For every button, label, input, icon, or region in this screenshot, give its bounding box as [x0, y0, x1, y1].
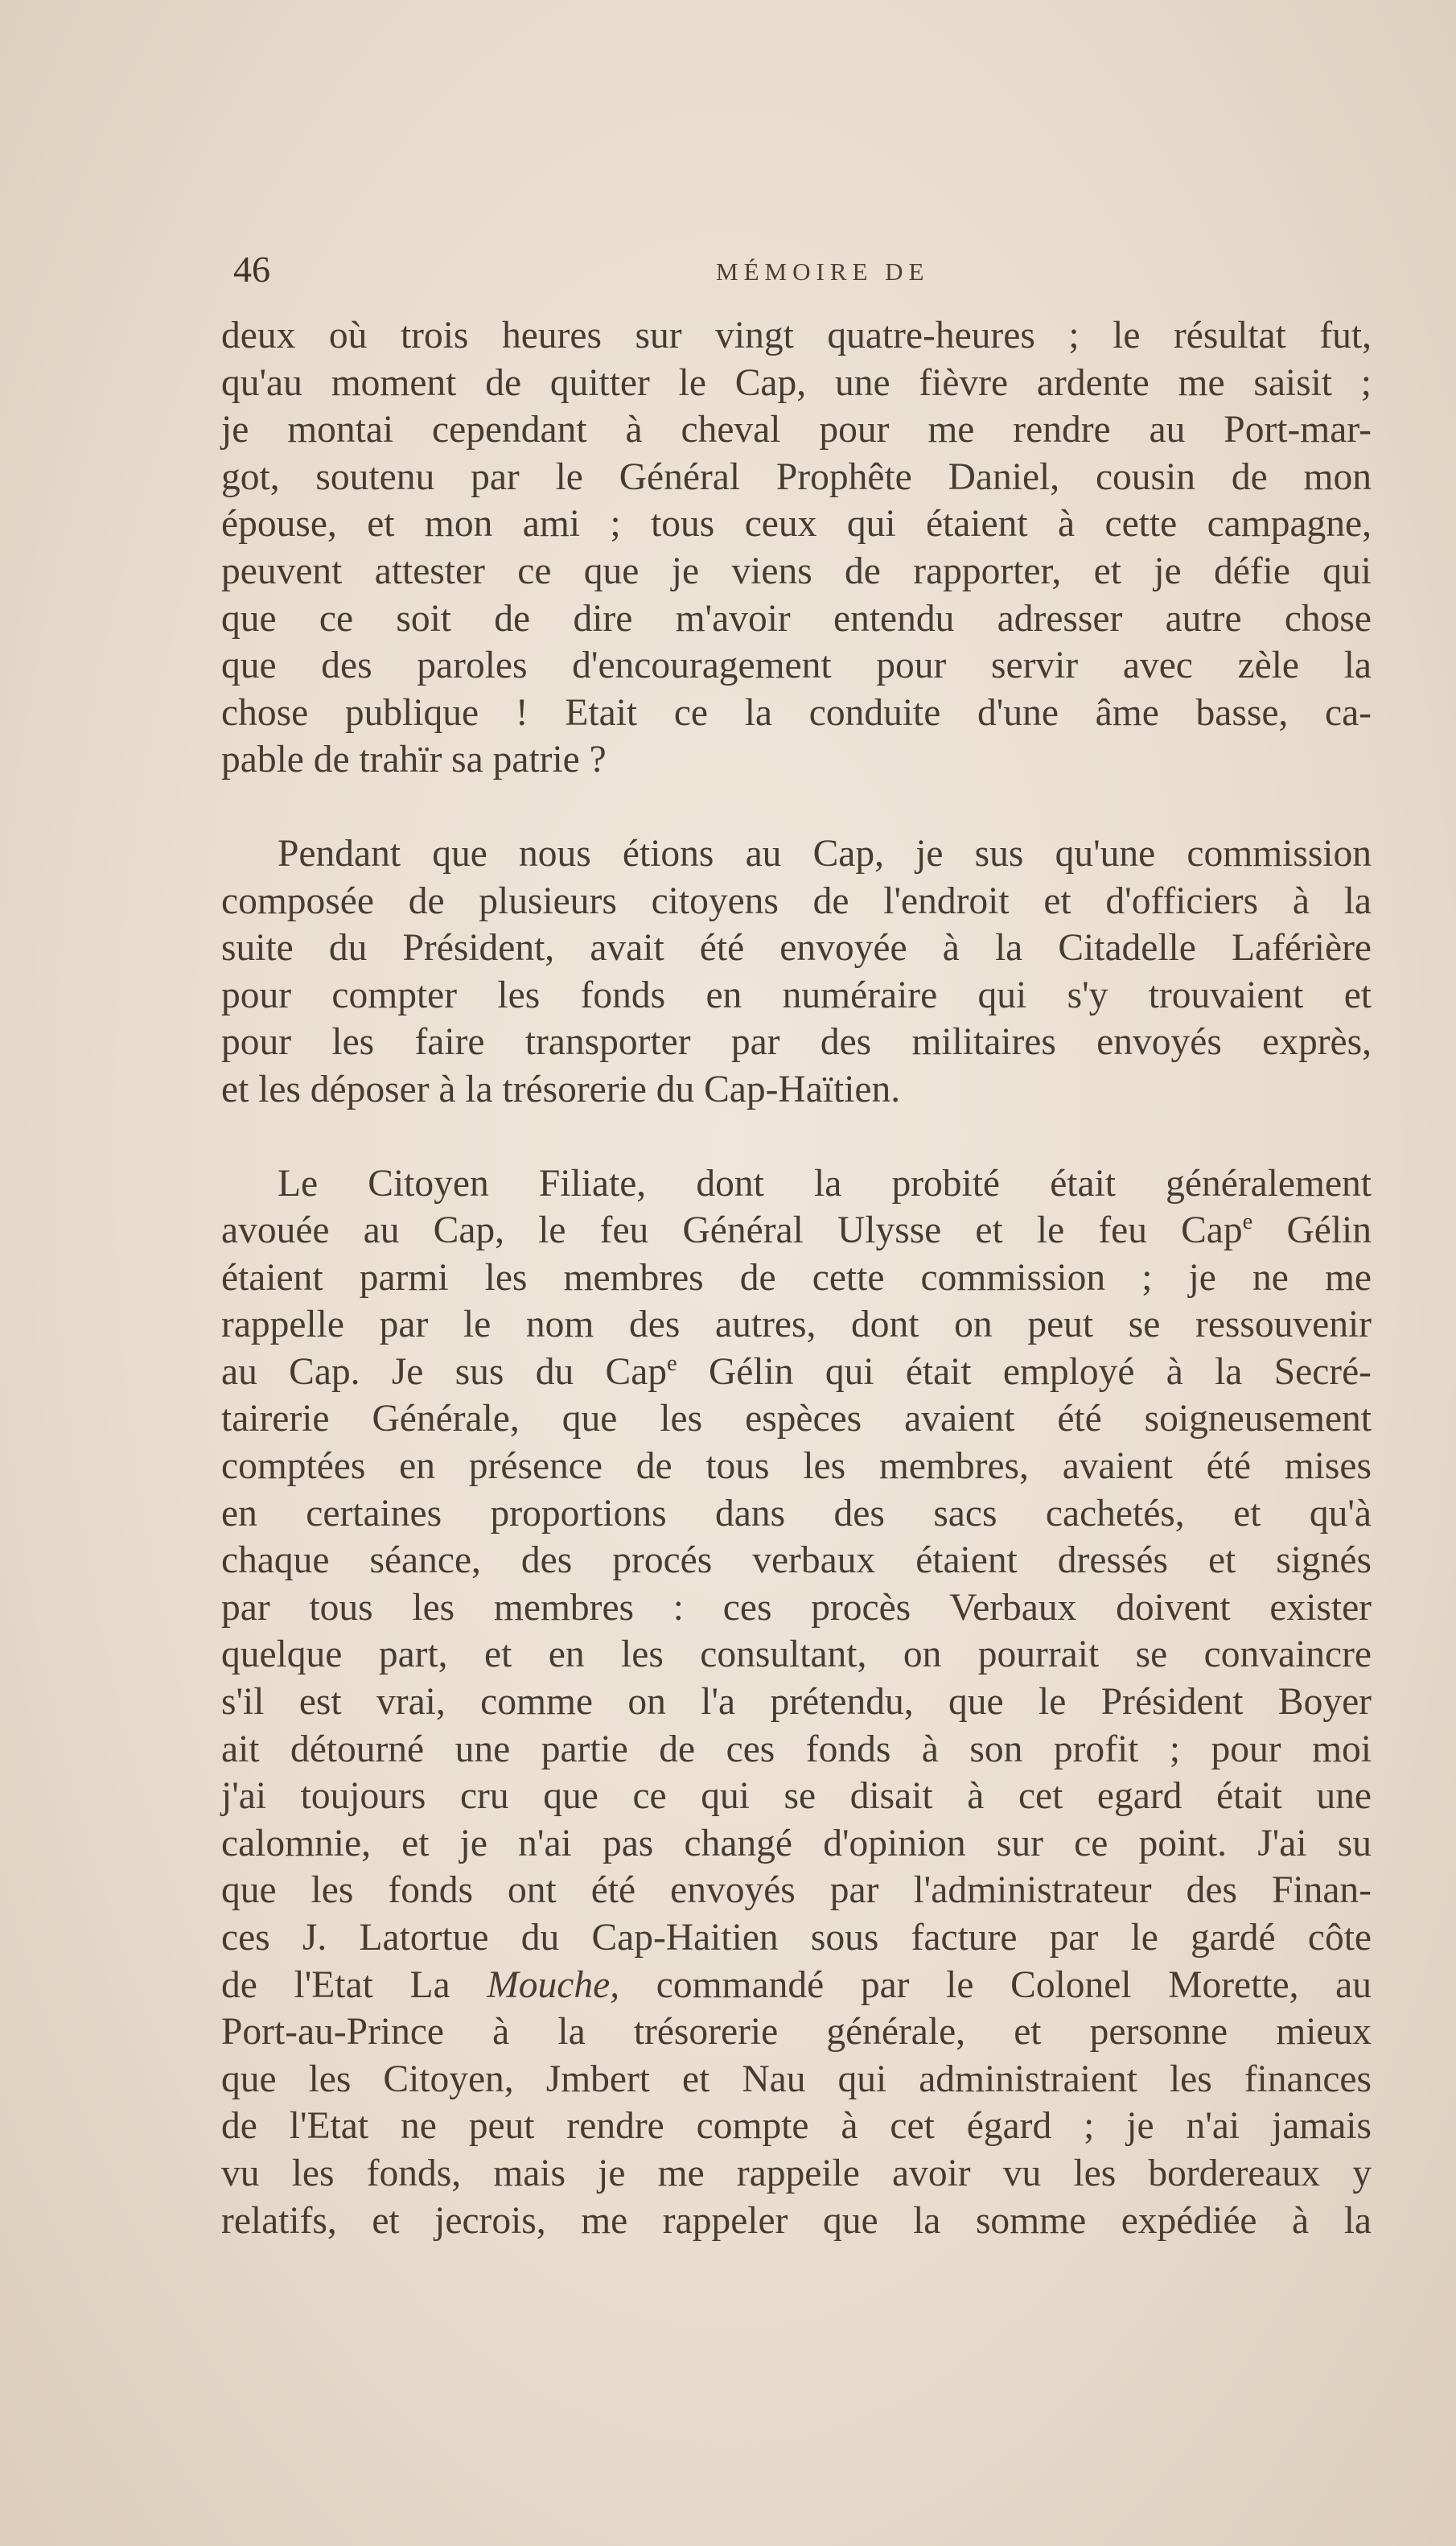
text-line: pour compter les fonds en numéraire qui s'y trouvaient et [221, 974, 1372, 1016]
body-text [221, 312, 1372, 2244]
text-line [221, 1207, 1372, 1254]
text-line: Le Citoyen Filiate, dont la probité était généralement [278, 1162, 1372, 1205]
paragraph-gap [221, 784, 1372, 830]
text-line: ces J. Latortue du Cap-Haitien sous facture par le gardé côte [221, 1917, 1372, 1959]
text-line: suite du Président, avait été envoyée à la Citadelle Laférière [221, 927, 1372, 970]
superscript: e [1242, 1209, 1253, 1235]
text-line: qu'au moment de quitter le Cap, une fièvre ardente me saisit ; [221, 361, 1372, 404]
page-header [233, 248, 1364, 296]
text-segment: Gélin [1252, 1209, 1372, 1252]
text-line: que des paroles d'encouragement pour servir avec zèle la [221, 645, 1372, 687]
text-line: Pendant que nous étions au Cap, je sus qu'une commission [278, 832, 1372, 875]
text-line: je montai cependant à cheval pour me rendre au Port-mar- [221, 409, 1372, 451]
running-title: MÉMOIRE DE [716, 257, 930, 286]
text-line: rappelle par le nom des autres, dont on peut se ressouvenir [221, 1304, 1372, 1346]
text-line: ait détourné une partie de ces fonds à son profit ; pour moi [221, 1728, 1372, 1770]
text-line: par tous les membres : ces procès Verbaux doivent exister [221, 1586, 1372, 1629]
text-line: chose publique ! Etait ce la conduite d'une âme basse, ca- [221, 691, 1372, 734]
text-line: tairerie Générale, que les espèces avaient été soigneusement [221, 1398, 1372, 1440]
text-line: calomnie, et je n'ai pas changé d'opinion sur ce point. J'ai su [221, 1822, 1372, 1864]
text-line: s'il est vrai, comme on l'a prétendu, que le Président Boyer [221, 1681, 1372, 1724]
text-line: de l'Etat ne peut rendre compte à cet égard ; je n'ai jamais [221, 2105, 1372, 2148]
text-line: deux où trois heures sur vingt quatre-heures ; le résultat fut, [221, 315, 1372, 356]
superscript: e [667, 1351, 677, 1377]
paragraph-1 [221, 312, 1372, 784]
text-line: que ce soit de dire m'avoir entendu adresser autre chose [221, 597, 1372, 640]
page-number: 46 [233, 249, 270, 290]
text-line: que les fonds ont été envoyés par l'administrateur des Finan- [221, 1869, 1372, 1912]
text-line: relatifs, et jecrois, me rappeler que la somme expédiée à la [221, 2199, 1372, 2242]
text-line: et les déposer à la trésorerie du Cap-Haïtien. [221, 1068, 901, 1110]
text-segment: de l'Etat La [221, 1963, 450, 2006]
text-line: en certaines proportions dans des sacs cachetés, et qu'à [221, 1492, 1372, 1535]
text-line: vu les fonds, mais je me rappeile avoir vu les bordereaux y [221, 2152, 1372, 2194]
text-line: étaient parmi les membres de cette commission ; je ne me [221, 1256, 1372, 1299]
text-line: que les Citoyen, Jmbert et Nau qui administraient les finances [221, 2058, 1372, 2100]
text-line: pour les faire transporter par des militaires envoyés exprès, [221, 1021, 1372, 1064]
text-line: got, soutenu par le Général Prophête Daniel, cousin de mon [221, 455, 1372, 498]
text-line: Port-au-Prince à la trésorerie générale, et personne mieux [221, 2011, 1372, 2054]
text-line [221, 1349, 1372, 1396]
paragraph-2 [221, 830, 1372, 1114]
text-line: quelque part, et en les consultant, on pourrait se convaincre [221, 1633, 1372, 1676]
text-line: chaque séance, des procés verbaux étaient dressés et signés [221, 1539, 1372, 1582]
text-segment: Gélin qui était employé à la Secré- [677, 1350, 1372, 1393]
text-line: comptées en présence de tous les membres, avaient été mises [221, 1445, 1372, 1488]
paragraph-3 [221, 1160, 1372, 2245]
text-segment: avouée au Cap, le feu Général Ulysse et le feu Cap [221, 1209, 1243, 1252]
paragraph-gap [221, 1114, 1372, 1160]
text-line: composée de plusieurs citoyens de l'endroit et d'officiers à la [221, 880, 1372, 922]
text-segment: au Cap. Je sus du Cap [221, 1350, 668, 1393]
text-line: peuvent attester ce que je viens de rapporter, et je défie qui [221, 550, 1372, 592]
ship-name: Mouche, [487, 1963, 620, 2006]
text-line: j'ai toujours cru que ce qui se disait à cet egard était une [221, 1775, 1372, 1818]
text-line: épouse, et mon ami ; tous ceux qui étaient à cette campagne, [221, 503, 1372, 546]
text-segment: commandé par le Colonel Morette, au [619, 1963, 1372, 2006]
text-line: pable de trahïr sa patrie ? [221, 739, 607, 781]
text-line [221, 1962, 1372, 2009]
